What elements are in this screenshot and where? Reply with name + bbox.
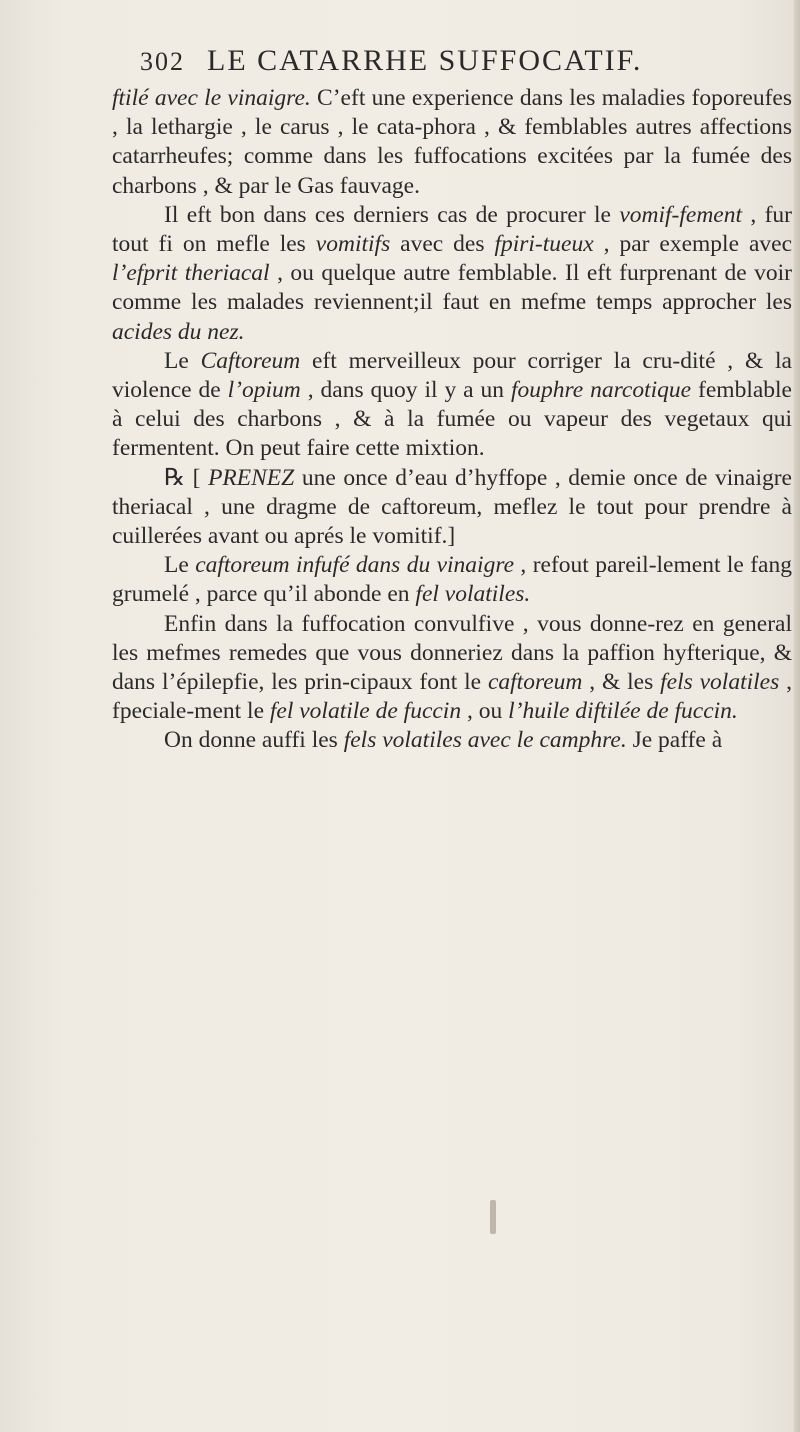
italic-text: l’efprit theriacal: [112, 260, 270, 287]
italic-text: fouphre narcotique: [510, 377, 692, 404]
text-run: Il eft bon dans ces derniers cas de procurer le: [164, 201, 620, 228]
italic-text: fels volatiles avec le camphre.: [343, 727, 627, 754]
body-text: [112, 84, 792, 756]
text-run: , fur tout fi on mefle les: [112, 201, 792, 258]
paragraph: [112, 464, 792, 552]
italic-text: PRENEZ: [208, 464, 295, 491]
text-run: Enfin dans la fuffocation convulfive , vous donne-rez en general les mefmes remedes que vous donneriez dans la paffion hyfterique, & dans l’épilepfie, les prin-cipaux font le: [112, 610, 792, 696]
text-run: , dans quoy il y a un: [300, 377, 511, 404]
italic-text: Caftoreum: [200, 347, 301, 374]
italic-text: acides du nez.: [112, 318, 245, 345]
italic-text: l’huile diftilée de fuccin.: [508, 698, 738, 725]
page-edge: [794, 0, 800, 1432]
text-run: , ou: [461, 698, 509, 725]
italic-text: fel volatile de fuccin: [269, 698, 462, 725]
text-run: , par exemple avec: [593, 231, 792, 258]
text-run: Le: [164, 347, 201, 374]
text-run: On donne auffi les: [164, 727, 344, 754]
text-run: Je paffe à: [626, 727, 723, 754]
italic-text: fel volatiles.: [415, 581, 531, 608]
italic-text: caftoreum infufé dans du vinaigre: [195, 552, 515, 579]
text-run: Le: [164, 552, 196, 579]
text-run: avec des: [390, 231, 495, 258]
running-title: LE CATARRHE SUFFOCATIF.: [207, 44, 643, 77]
text-run: eft merveilleux pour corriger la cru-dité , & la violence de: [112, 347, 792, 404]
paragraph: [112, 84, 792, 201]
text-run: C’eft une experience dans les maladies foporeufes , la lethargie , le carus , le cata-phora , & femblables autres affections catarrheufes; comme dans les fuffocations excitées par la fumée des charbons , & par le Gas fauvage.: [112, 85, 792, 199]
paragraph: [112, 726, 792, 755]
text-run: une once d’eau d’hyffope , demie once de vinaigre theriacal , une dragme de caftoreum, meflez le tout pour prendre à cuillerées avant ou aprés le vomitif.]: [112, 464, 792, 550]
text-run: , refout pareil-lement le fang grumelé , parce qu’il abonde en: [112, 552, 792, 608]
italic-text: l’opium: [227, 377, 301, 404]
italic-text: caftoreum: [487, 669, 583, 696]
text-run: , fpeciale-ment le: [112, 669, 792, 725]
running-header: [140, 44, 780, 84]
text-run: , & les: [582, 669, 661, 696]
paragraph: [112, 610, 792, 727]
text-run: femblable à celui des charbons , & à la fumée ou vapeur des vegetaux qui fermentent. On peut faire cette mixtion.: [112, 377, 792, 462]
paragraph: [112, 551, 792, 609]
text-run: , ou quelque autre femblable. Il eft furprenant de voir comme les malades reviennent;il faut en mefme temps approcher les: [112, 260, 792, 316]
italic-text: ftilé avec le vinaigre.: [112, 85, 311, 111]
paragraph: [112, 201, 792, 347]
text-run: ℞ [: [164, 464, 209, 491]
ink-mark: [490, 1200, 496, 1234]
italic-text: vomif-fement: [619, 201, 743, 228]
italic-text: fels volatiles: [660, 669, 780, 696]
italic-text: vomitifs: [315, 231, 391, 258]
page-number: 302: [140, 47, 185, 76]
paragraph: [112, 347, 792, 464]
italic-text: fpiri-tueux: [494, 231, 594, 258]
